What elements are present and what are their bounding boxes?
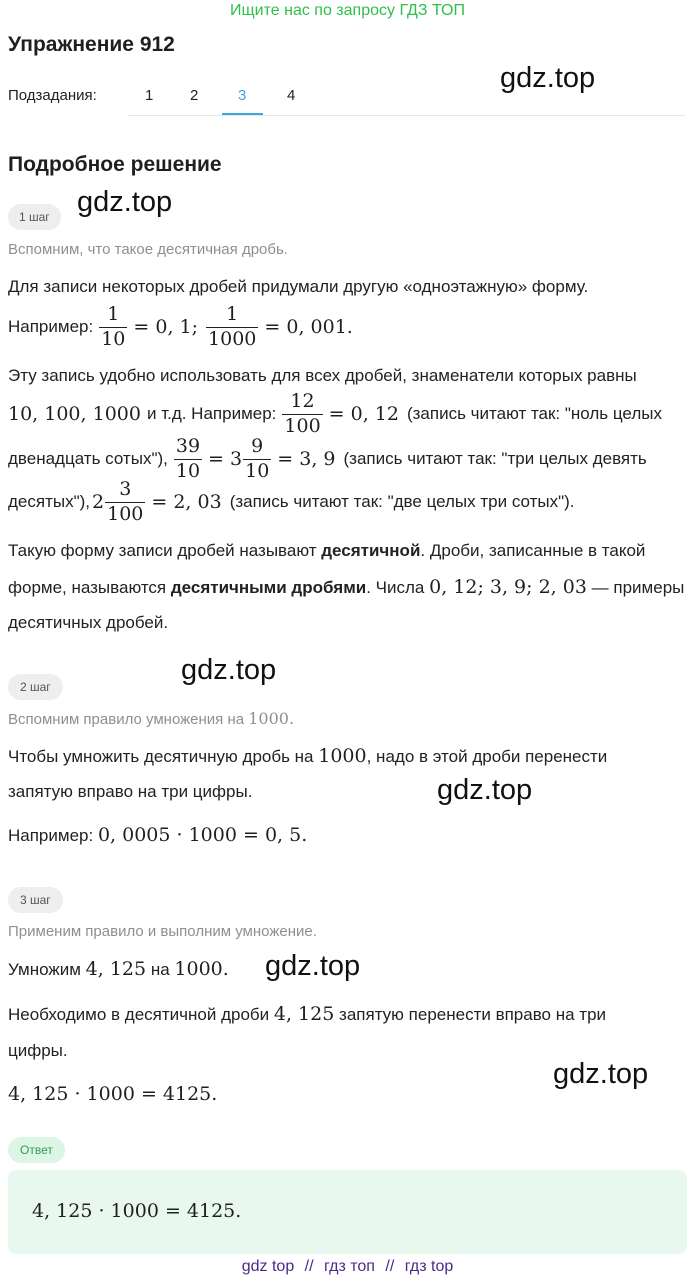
footer-separator: // <box>385 1258 395 1275</box>
paragraph: форме, называются десятичными дробями. Числа 0, 12; 3, 9; 2, 03 — примеры <box>8 576 685 598</box>
active-tab-underline <box>222 113 263 115</box>
step-hint: Вспомним правило умножения на 1000. <box>8 709 295 728</box>
fraction: $\frac{9}{10}$ <box>245 434 270 482</box>
text: (запись читают так: "две целых три сотых"). <box>229 492 575 511</box>
subtasks-divider <box>128 115 685 116</box>
fraction: $\frac{39}{10}$ <box>175 434 201 482</box>
section-title: Подробное решение <box>8 153 222 176</box>
bold-term: десятичными дробями <box>170 578 367 597</box>
paragraph: Например: 0, 0005 · 1000 = 0, 5. <box>8 824 308 846</box>
text: двенадцать сотых"), <box>8 449 168 468</box>
tab-subtask-1[interactable]: 1 <box>145 87 154 104</box>
footer-link[interactable]: гдз топ <box>324 1258 375 1275</box>
watermark: gdz.top <box>437 774 533 806</box>
math-expression: = 0, 001. <box>264 316 353 338</box>
step-badge: 1 шаг <box>8 204 61 230</box>
math-expression: 10, 100, 1000 <box>8 403 141 425</box>
math-expression: = 2, 03 <box>151 491 222 513</box>
answer-box <box>8 1170 687 1254</box>
math-expression: 4, 125 <box>273 1003 335 1025</box>
watermark: gdz.top <box>553 1058 649 1090</box>
math-expression: = 0, 12 <box>328 403 399 425</box>
paragraph: запятую вправо на три цифры. <box>8 782 253 801</box>
math-expression: 2 <box>92 491 105 513</box>
fraction: $\frac{1}{1000}$ <box>208 302 257 350</box>
step-hint: Вспомним, что такое десятичная дробь. <box>8 241 288 258</box>
math-expression: 1000. <box>174 958 229 980</box>
fraction: $\frac{3}{100}$ <box>107 477 144 525</box>
tab-subtask-3[interactable]: 3 <box>238 87 247 104</box>
watermark: gdz.top <box>500 62 596 94</box>
math-expression: = 0, 1; <box>133 316 199 338</box>
math-expression: = 3, 9 <box>277 448 336 470</box>
answer-badge: Ответ <box>8 1137 65 1163</box>
text: (запись читают так: "три целых девять <box>343 449 647 468</box>
top-banner[interactable]: Ищите нас по запросу ГДЗ ТОП <box>230 2 465 19</box>
footer-link[interactable]: гдз top <box>404 1258 454 1275</box>
fraction: $\frac{12}{100}$ <box>284 389 321 437</box>
paragraph: Чтобы умножить десятичную дробь на 1000, надо в этой дроби перенести <box>8 745 608 767</box>
tab-subtask-4[interactable]: 4 <box>287 87 296 104</box>
page-title: Упражнение 912 <box>8 33 175 56</box>
math-result: 4, 125 · 1000 = 4125. <box>8 1083 218 1105</box>
math-expression: 4, 125 <box>85 958 147 980</box>
tab-subtask-2[interactable]: 2 <box>190 87 199 104</box>
paragraph: Умножим 4, 125 на 1000. <box>8 958 229 980</box>
paragraph: Такую форму записи дробей называют десятичной. Дроби, записанные в такой <box>8 541 646 560</box>
example-line <box>8 300 353 354</box>
watermark: gdz.top <box>265 950 361 982</box>
example-line <box>8 476 575 528</box>
math-expression: 1000 <box>318 745 367 767</box>
footer-link[interactable]: gdz top <box>241 1258 295 1275</box>
example-prefix: Например: <box>8 317 94 336</box>
fraction: $\frac{1}{10}$ <box>101 302 126 350</box>
step-badge: 2 шаг <box>8 674 63 700</box>
math-expression: 0, 0005 · 1000 = 0, 5. <box>97 824 308 846</box>
step-hint: Применим правило и выполним умножение. <box>8 923 317 940</box>
bold-term: десятичной <box>321 541 421 560</box>
footer-links <box>0 1258 695 1276</box>
answer-value: 4, 125 · 1000 = 4125. <box>32 1200 242 1222</box>
footer-separator: // <box>304 1258 314 1275</box>
paragraph: десятичных дробей. <box>8 613 169 632</box>
paragraph: Для записи некоторых дробей придумали другую «одноэтажную» форму. <box>8 277 589 296</box>
math-expression: = 3 <box>208 448 243 470</box>
paragraph: Эту запись удобно использовать для всех дробей, знаменатели которых равны <box>8 366 637 385</box>
text: десятых"), <box>8 492 91 511</box>
text: (запись читают так: "ноль целых <box>406 404 662 423</box>
paragraph: Необходимо в десятичной дроби 4, 125 запятую перенести вправо на три <box>8 1003 607 1025</box>
step-badge: 3 шаг <box>8 887 63 913</box>
text: и т.д. Например: <box>146 404 277 423</box>
math-expression: 0, 12; 3, 9; 2, 03 <box>429 576 587 598</box>
subtasks-label: Подзадания: <box>8 87 97 104</box>
watermark: gdz.top <box>181 654 277 686</box>
paragraph: цифры. <box>8 1041 68 1060</box>
watermark: gdz.top <box>77 186 173 218</box>
